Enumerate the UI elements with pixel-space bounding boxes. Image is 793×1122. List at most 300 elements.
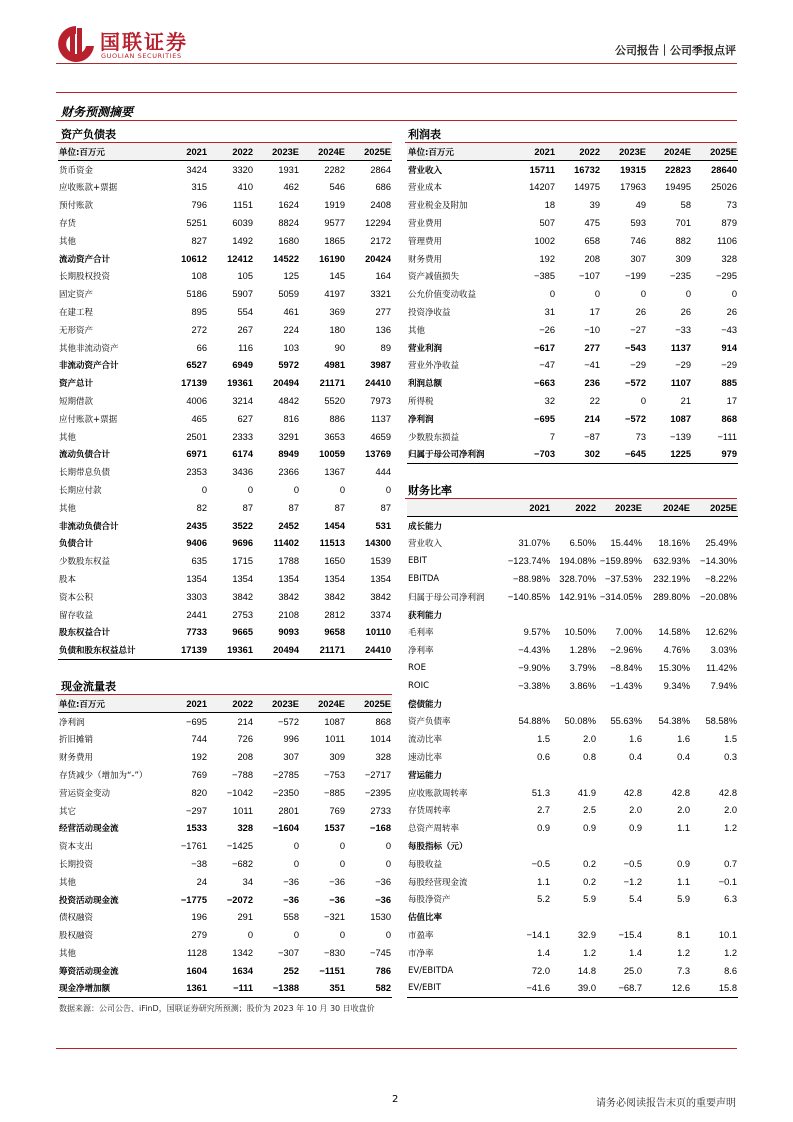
row-value: 1624 (278, 200, 299, 211)
row-value (643, 517, 691, 535)
row-label: 其它 (59, 806, 77, 817)
row-value: 0.3 (724, 752, 737, 763)
row-value: −29 (721, 360, 737, 371)
row-value: 192 (191, 752, 207, 763)
table-row (407, 837, 738, 855)
data-source-note: 数据来源：公司公告、iFinD，国联证券研究所预测；股价为 2023 年 10 月 30 日收盘价 (59, 1004, 375, 1013)
row-value (503, 908, 551, 926)
row-value: 2353 (186, 467, 207, 478)
row-value: 0 (293, 930, 299, 941)
row-value: −385 (534, 271, 555, 282)
row-value: 14522 (273, 253, 299, 264)
row-value: 58.58% (705, 716, 737, 727)
table-row (407, 588, 738, 606)
header-year-cell: 2021 (503, 499, 551, 517)
row-value: −2717 (364, 770, 391, 781)
row-value: −29 (675, 360, 691, 371)
row-value: 769 (191, 770, 207, 781)
row-label: 速动比率 (408, 753, 443, 764)
table-row (58, 196, 392, 214)
row-label: 留存收益 (59, 610, 94, 621)
row-value (551, 837, 597, 855)
row-label: 应收账款+票据 (59, 183, 118, 194)
row-value: 546 (329, 182, 345, 193)
row-value: −20.08% (700, 591, 737, 602)
table-header-row (407, 499, 738, 517)
row-value: −33 (675, 324, 691, 335)
table-row (58, 552, 392, 570)
table-row (58, 463, 392, 481)
row-value: 462 (283, 182, 299, 193)
header-year-cell: 2025E (692, 143, 738, 161)
row-value: 8.6 (724, 965, 737, 976)
table-row (58, 499, 392, 517)
table-row (407, 357, 738, 375)
row-value: 17 (726, 396, 737, 407)
table-row (407, 624, 738, 642)
row-value: 1354 (370, 574, 391, 585)
row-value: −572 (278, 716, 299, 727)
row-value: 328 (375, 752, 391, 763)
row-value: 55.63% (610, 716, 642, 727)
row-value: 0 (339, 841, 345, 852)
row-value (597, 766, 643, 784)
row-value: 145 (329, 271, 345, 282)
row-value: −36 (283, 876, 299, 887)
table-row (407, 819, 738, 837)
row-value: 10.50% (564, 627, 596, 638)
row-value: 14.8 (577, 965, 596, 976)
row-value: 24410 (365, 378, 391, 389)
table-row (58, 570, 392, 588)
table-row (58, 784, 392, 802)
row-value: 1011 (325, 734, 345, 745)
row-value: 2.7 (537, 805, 550, 816)
row-value: 307 (283, 752, 299, 763)
row-value: 3424 (186, 164, 207, 175)
row-value: 0 (293, 841, 299, 852)
row-value: 5.2 (537, 894, 550, 905)
table-row (58, 641, 392, 659)
row-value: −88.98% (513, 574, 550, 585)
row-value: 1492 (232, 235, 253, 246)
row-value: 816 (283, 413, 299, 424)
table-row (407, 659, 738, 677)
table-row (58, 837, 392, 855)
row-value: 1.5 (537, 734, 550, 745)
row-value: 25.0 (623, 965, 642, 976)
row-value: 20494 (273, 378, 299, 389)
row-value: 769 (329, 805, 345, 816)
row-value: −0.5 (623, 858, 642, 869)
row-value: 827 (191, 235, 207, 246)
row-value: 9.34% (663, 680, 690, 691)
row-label: 财务费用 (408, 254, 443, 265)
row-value: 0.6 (537, 752, 550, 763)
row-value: 1539 (370, 556, 391, 567)
row-value: 1087 (670, 413, 691, 424)
row-value: 369 (329, 307, 345, 318)
row-value: 6949 (232, 360, 253, 371)
row-label: 现金净增加额 (58, 980, 162, 998)
table-row (407, 713, 738, 731)
cashflow-title: 现金流量表 (61, 680, 116, 693)
row-value: −645 (601, 446, 647, 464)
row-value: 0 (385, 859, 391, 870)
table-row (58, 357, 392, 375)
row-value (597, 837, 643, 855)
row-value: −235 (670, 271, 691, 282)
table-row (407, 766, 738, 784)
header-unit-cell: 单位:百万元 (58, 143, 162, 161)
row-value: 11.42% (706, 663, 737, 674)
row-value: 2864 (370, 164, 391, 175)
row-value: 0.9 (677, 858, 690, 869)
row-value: 39 (589, 200, 600, 211)
balance-sheet-table (58, 143, 392, 660)
row-value: 593 (630, 218, 646, 229)
row-value: 3.86% (569, 680, 596, 691)
row-label: 资产减值损失 (408, 272, 460, 283)
row-value: −1388 (254, 980, 300, 998)
table-row (58, 891, 392, 909)
row-value: 12412 (227, 253, 253, 264)
row-value: 279 (191, 930, 207, 941)
row-label: 折旧摊销 (59, 735, 94, 746)
row-value: 0 (247, 485, 253, 496)
row-value: 3436 (232, 467, 253, 478)
row-value: −1425 (226, 841, 253, 852)
header-year-cell: 2024E (300, 695, 346, 713)
table-row (407, 303, 738, 321)
row-value: 15.8 (691, 980, 738, 998)
row-value: 686 (375, 182, 391, 193)
row-label: 营业税金及附加 (408, 201, 468, 212)
row-value: 116 (238, 342, 253, 353)
row-value: 58 (680, 200, 691, 211)
table-row (58, 392, 392, 410)
row-value: 1151 (233, 200, 253, 211)
table-row (58, 713, 392, 731)
row-label: 流动负债合计 (59, 450, 111, 461)
row-value (503, 517, 551, 535)
row-value: 4.76% (663, 645, 690, 656)
row-value: −87 (584, 431, 600, 442)
row-value: −788 (232, 770, 253, 781)
company-logo (56, 24, 216, 68)
row-label: 资本支出 (59, 842, 94, 853)
row-label: 存货 (59, 219, 77, 230)
row-value: 20494 (254, 641, 300, 659)
row-value: 0 (594, 289, 600, 300)
row-value: 658 (584, 235, 600, 246)
row-value: 19495 (665, 182, 691, 193)
table-row (407, 980, 738, 998)
row-value: 3.03% (710, 645, 737, 656)
row-label: 财务费用 (59, 753, 94, 764)
row-value: 1537 (324, 823, 345, 834)
row-value: 66 (196, 342, 207, 353)
row-value: 13769 (365, 449, 391, 460)
row-value: 0 (640, 396, 646, 407)
table-row (58, 339, 392, 357)
row-label: 每股指标（元） (408, 842, 468, 853)
row-label: 股东权益合计 (59, 628, 111, 639)
row-value: 17 (589, 307, 600, 318)
row-value: 1715 (232, 556, 253, 567)
row-label: 其他 (59, 877, 77, 888)
row-value (643, 766, 691, 784)
page-number: 2 (392, 1094, 399, 1105)
footer-divider (56, 1048, 737, 1049)
row-label: 偿债能力 (408, 699, 443, 710)
row-label: EBIT (408, 556, 427, 567)
row-label: ROIC (408, 680, 430, 691)
row-label: 无形资产 (59, 325, 94, 336)
row-value: 0.9 (629, 823, 642, 834)
row-value: 272 (191, 324, 207, 335)
row-value: 291 (237, 912, 253, 923)
table-row (58, 606, 392, 624)
row-value: 2.0 (724, 805, 737, 816)
section-divider (56, 120, 737, 121)
table-row (58, 268, 392, 286)
row-value (503, 695, 551, 713)
table-row (407, 214, 738, 232)
row-label: 每股经营现金流 (408, 877, 468, 888)
header-year-cell: 2024E (643, 499, 691, 517)
row-value: 0 (293, 859, 299, 870)
row-value: −830 (324, 948, 345, 959)
logo-mark-icon (56, 24, 96, 64)
row-value: 1361 (162, 980, 208, 998)
row-value: 22823 (665, 164, 691, 175)
row-value: 2733 (370, 805, 391, 816)
row-value: 0.4 (629, 752, 642, 763)
row-value: 22 (589, 396, 600, 407)
header-year-cell: 2021 (511, 143, 556, 161)
row-value (597, 908, 643, 926)
row-value: −199 (625, 271, 646, 282)
row-label: 净利润 (59, 717, 85, 728)
row-value: −1775 (180, 894, 207, 905)
row-value: 17139 (181, 378, 207, 389)
row-value: −0.1 (718, 876, 737, 887)
table-row (407, 392, 738, 410)
row-value: 6174 (232, 449, 253, 460)
row-value: 19361 (208, 641, 254, 659)
row-value: −745 (370, 948, 391, 959)
table-row (407, 873, 738, 891)
row-value: 232.19% (653, 574, 690, 585)
row-value: 192 (539, 253, 555, 264)
disclaimer-note: 请务必阅读报告末页的重要声明 (596, 1098, 736, 1109)
row-value: 2.5 (583, 805, 596, 816)
row-label: 股本 (59, 575, 77, 586)
row-value: 277 (584, 342, 600, 353)
row-value: 5.9 (583, 894, 596, 905)
table-row (407, 250, 738, 268)
table-row (58, 517, 392, 535)
row-value: 3320 (232, 164, 253, 175)
row-value (551, 695, 597, 713)
row-value: 1.2 (677, 947, 690, 958)
row-value: 26 (635, 307, 646, 318)
table-row (58, 446, 392, 464)
row-value: 26 (726, 307, 737, 318)
row-value: 15711 (529, 164, 555, 175)
row-value: 2172 (370, 235, 391, 246)
row-value: 7.94% (710, 680, 737, 691)
row-value: 1.28% (569, 645, 596, 656)
header-unit-cell: 单位:百万元 (407, 143, 511, 161)
row-value (597, 606, 643, 624)
row-value: 0.4 (677, 752, 690, 763)
table-row (407, 944, 738, 962)
row-value: 3842 (232, 591, 253, 602)
row-label: 存货周转率 (408, 806, 451, 817)
row-value: −9.90% (518, 663, 550, 674)
row-value: 0 (685, 289, 691, 300)
cashflow-table (58, 695, 392, 998)
row-value: −41 (584, 360, 600, 371)
row-value: 3842 (278, 591, 299, 602)
row-value: 796 (191, 200, 207, 211)
row-label: 其他 (408, 325, 426, 336)
row-value: 3842 (370, 591, 391, 602)
row-value (691, 606, 738, 624)
row-value: 15.44% (610, 538, 642, 549)
row-label: 资产负债率 (408, 717, 451, 728)
row-value: 21 (680, 396, 691, 407)
row-value: 54.38% (658, 716, 690, 727)
row-label: 应付账款+票据 (59, 414, 118, 425)
row-value: 307 (630, 253, 646, 264)
row-value: −885 (324, 787, 345, 798)
table-row (407, 926, 738, 944)
row-label: 股权融资 (59, 931, 94, 942)
row-value: 2801 (278, 805, 299, 816)
row-value: 2366 (278, 467, 299, 478)
row-value: −168 (370, 823, 391, 834)
row-value: 5059 (278, 289, 299, 300)
row-value: −295 (716, 271, 737, 282)
row-label: 短期借款 (59, 397, 94, 408)
table-row (407, 570, 738, 588)
table-row (407, 535, 738, 553)
row-label: 公允价值变动收益 (408, 290, 477, 301)
row-value: 108 (191, 271, 207, 282)
row-value: 1454 (324, 520, 345, 531)
header-year-cell: 2025E (346, 695, 392, 713)
row-value (691, 517, 738, 535)
row-label: EBITDA (408, 574, 440, 585)
row-value: 1.4 (537, 947, 550, 958)
row-value: 868 (721, 413, 737, 424)
row-value (643, 695, 691, 713)
row-value: 0.2 (583, 858, 596, 869)
row-value: −314.05% (599, 591, 642, 602)
row-value: 105 (237, 271, 253, 282)
row-value: 0 (339, 485, 345, 496)
row-label: 营业收入 (408, 165, 443, 176)
row-label: 营运能力 (408, 770, 443, 781)
row-value: 2.0 (629, 805, 642, 816)
table-row (58, 944, 392, 962)
row-label: 管理费用 (408, 236, 443, 247)
row-value: −4.43% (518, 645, 550, 656)
row-value: 3291 (278, 431, 299, 442)
table-row (407, 606, 738, 624)
row-value: −572 (625, 413, 646, 424)
row-label: 应收账款周转率 (408, 788, 468, 799)
row-value: 0 (385, 841, 391, 852)
table-row (407, 179, 738, 197)
row-value: 632.93% (653, 556, 690, 567)
row-value: 5251 (186, 218, 207, 229)
row-value: 19361 (227, 378, 253, 389)
row-value: 726 (237, 734, 253, 745)
row-value: 6527 (186, 360, 207, 371)
table-row (58, 802, 392, 820)
row-value: 3214 (232, 396, 253, 407)
row-label: 营业外净收益 (408, 361, 460, 372)
row-value (551, 766, 597, 784)
logo-text-en: GUOLIAN SECURITIES (101, 52, 182, 60)
table-row (407, 908, 738, 926)
header-year-cell: 2025E (691, 499, 738, 517)
row-value: 103 (283, 342, 299, 353)
row-label: 营业成本 (408, 183, 443, 194)
row-value: 21171 (300, 641, 346, 659)
row-value: 32 (544, 396, 555, 407)
row-value: −123.74% (507, 556, 550, 567)
row-value: 0 (731, 289, 737, 300)
row-label: 营运资金变动 (59, 788, 111, 799)
table-row (58, 250, 392, 268)
row-value: 9658 (324, 627, 345, 638)
row-value: 475 (584, 218, 600, 229)
row-label: 成长能力 (408, 521, 443, 532)
row-value: 7.00% (615, 627, 642, 638)
row-label: 每股净资产 (408, 895, 451, 906)
header-divider-2 (56, 92, 737, 93)
row-value: 10110 (365, 627, 391, 638)
row-value: 49 (635, 200, 646, 211)
row-value: 25.49% (705, 538, 737, 549)
row-value: 6.50% (569, 538, 596, 549)
row-value: 507 (539, 218, 555, 229)
row-label: EV/EBIT (407, 980, 503, 998)
row-value: 1367 (324, 467, 345, 478)
table-row (58, 481, 392, 499)
row-value: 25026 (711, 182, 737, 193)
row-value: 351 (300, 980, 346, 998)
row-value (551, 517, 597, 535)
table-row (407, 677, 738, 695)
row-value: 1011 (233, 805, 253, 816)
row-value: −543 (625, 342, 646, 353)
row-value: −572 (625, 378, 646, 389)
row-value: −29 (630, 360, 646, 371)
row-value: 289.80% (653, 591, 690, 602)
row-value: 28640 (711, 164, 737, 175)
table-row (58, 855, 392, 873)
row-value: 786 (375, 965, 391, 976)
row-value: 1128 (187, 948, 207, 959)
row-value: 3303 (186, 591, 207, 602)
row-value: −3.38% (518, 680, 550, 691)
